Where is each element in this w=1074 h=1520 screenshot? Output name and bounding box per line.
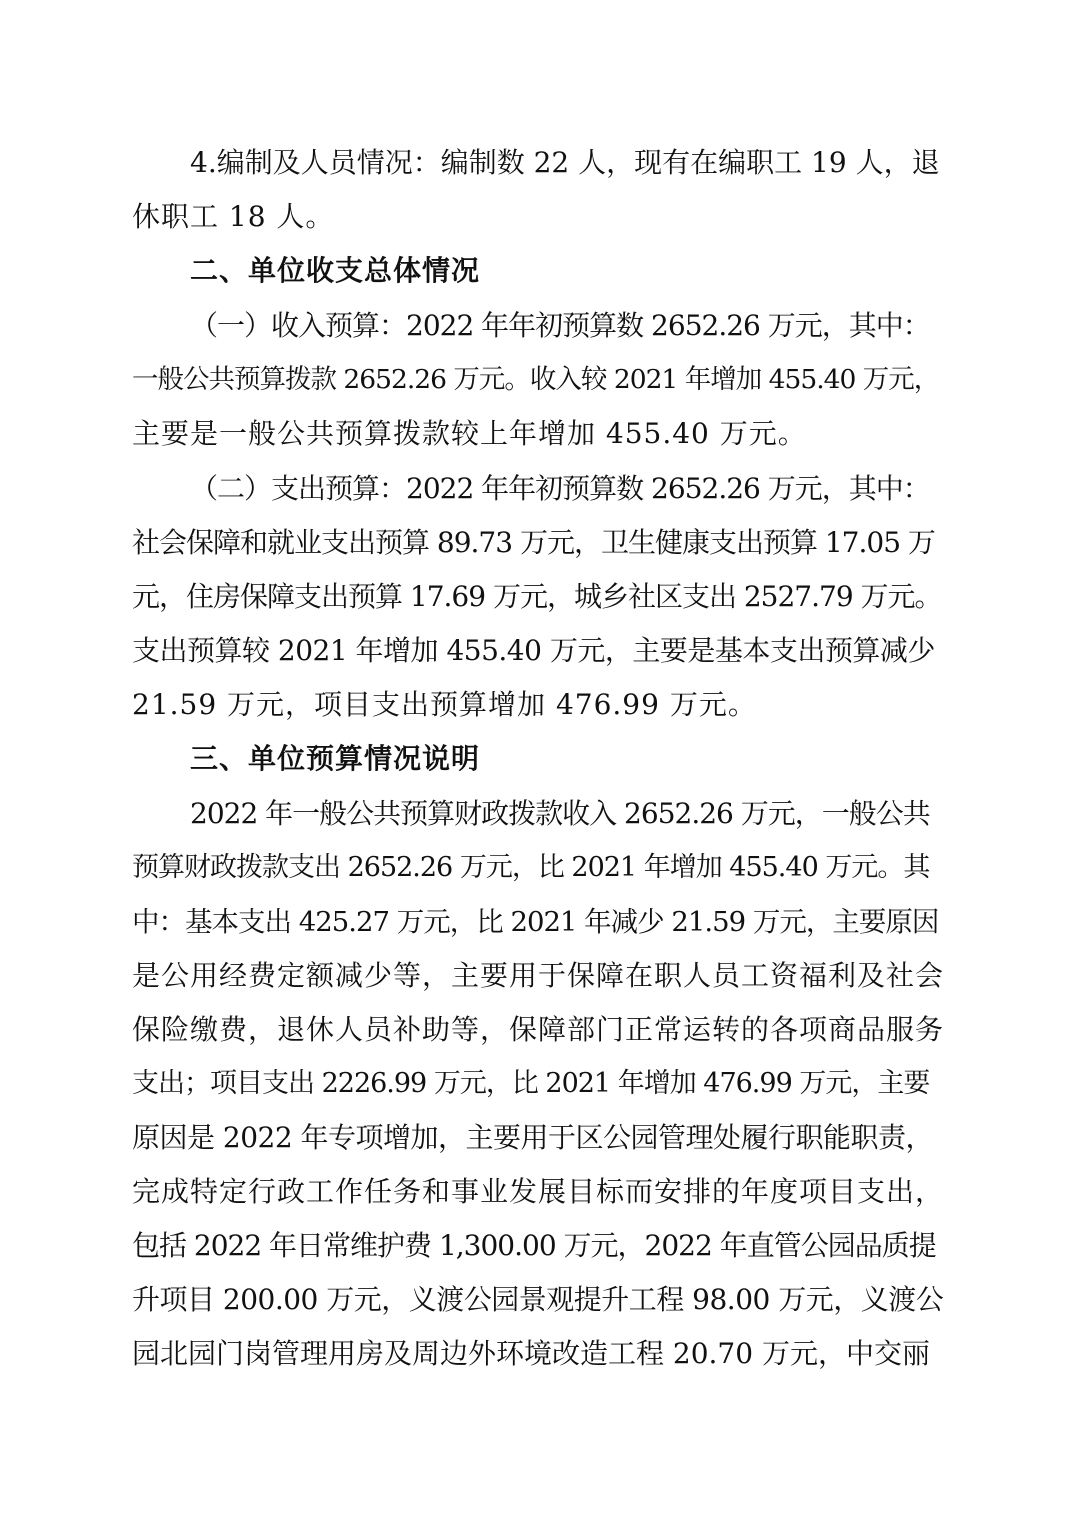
paragraph-line: 社会保障和就业支出预算 89.73 万元，卫生健康支出预算 17.05 万 bbox=[132, 526, 935, 559]
paragraph-line: 一般公共预算拨款 2652.26 万元。收入较 2021 年增加 455.40 万元， bbox=[132, 364, 940, 395]
paragraph-line: 4.编制及人员情况：编制数 22 人，现有在编职工 19 人，退 bbox=[190, 146, 940, 179]
section-heading-2: 二、单位收支总体情况 bbox=[190, 254, 481, 287]
paragraph-line: 休职工 18 人。 bbox=[132, 200, 335, 233]
paragraph-line: 是公用经费定额减少等，主要用于保障在职人员工资福利及社会 bbox=[132, 959, 945, 992]
paragraph-line: 包括 2022 年日常维护费 1,300.00 万元，2022 年直管公园品质提 bbox=[132, 1229, 936, 1262]
paragraph-line: 保险缴费，退休人员补助等，保障部门正常运转的各项商品服务 bbox=[132, 1013, 945, 1046]
section-heading-3: 三、单位预算情况说明 bbox=[190, 742, 481, 775]
paragraph-line: 支出；项目支出 2226.99 万元，比 2021 年增加 476.99 万元，主要 bbox=[132, 1068, 930, 1099]
paragraph-line: （二）支出预算：2022 年年初预算数 2652.26 万元，其中： bbox=[190, 472, 930, 505]
paragraph-line: 中：基本支出 425.27 万元，比 2021 年减少 21.59 万元，主要原因 bbox=[132, 906, 939, 938]
paragraph-line: 2022 年一般公共预算财政拨款收入 2652.26 万元，一般公共 bbox=[190, 797, 930, 830]
paragraph-line: 升项目 200.00 万元，义渡公园景观提升工程 98.00 万元，义渡公 bbox=[132, 1283, 944, 1316]
paragraph-line: （一）收入预算：2022 年年初预算数 2652.26 万元，其中： bbox=[190, 309, 930, 342]
paragraph-line: 支出预算较 2021 年增加 455.40 万元，主要是基本支出预算减少 bbox=[132, 634, 935, 667]
paragraph-line: 原因是 2022 年专项增加，主要用于区公园管理处履行职能职责， bbox=[132, 1121, 934, 1154]
paragraph-line: 元，住房保障支出预算 17.69 万元，城乡社区支出 2527.79 万元。 bbox=[132, 580, 942, 613]
paragraph-line: 预算财政拨款支出 2652.26 万元，比 2021 年增加 455.40 万元。其 bbox=[132, 852, 930, 883]
paragraph-line: 主要是一般公共预算拨款较上年增加 455.40 万元。 bbox=[132, 417, 807, 450]
paragraph-line: 21.59 万元，项目支出预算增加 476.99 万元。 bbox=[132, 688, 757, 721]
paragraph-line: 完成特定行政工作任务和事业发展目标而安排的年度项目支出， bbox=[132, 1175, 945, 1208]
paragraph-line: 园北园门岗管理用房及周边外环境改造工程 20.70 万元，中交丽 bbox=[132, 1337, 930, 1370]
